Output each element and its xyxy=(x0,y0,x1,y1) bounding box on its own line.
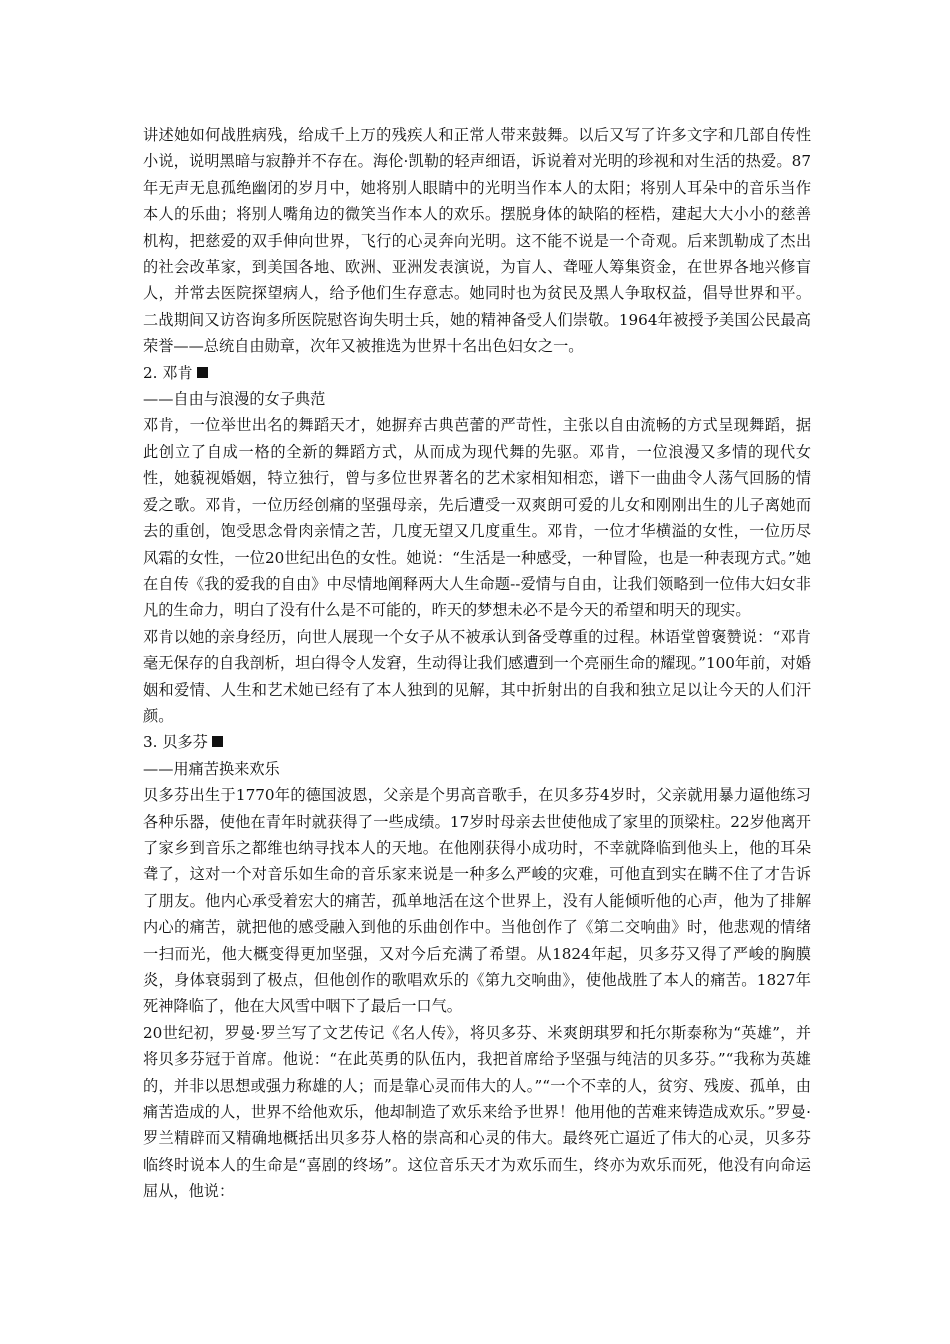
duncan-paragraph-2: 邓肯以她的亲身经历，向世人展现一个女子从不被承认到备受尊重的过程。林语堂曾褒赞说：“邓肯毫无保存的自我剖析，坦白得令人发窘，生动得让我们感遭到一个亮丽生命的耀现。”100年前，对婚姻和爱情、人生和艺术她已经有了本人独到的见解，其中折射出的自我和独立足以让今天的人们汗颜。 xyxy=(143,627,811,725)
black-square-icon xyxy=(212,736,223,747)
section-heading-text: 3. 贝多芬 xyxy=(143,733,208,752)
beethoven-paragraph-1: 贝多芬出生于1770年的德国波恩，父亲是个男高音歌手，在贝多芬4岁时，父亲就用暴力逼他练习各种乐器，使他在青年时就获得了一些成绩。17岁时母亲去世使他成了家里的顶梁柱。22岁他离开了家乡到音乐之都维也纳寻找本人的天地。在他刚获得小成功时，不幸就降临到他头上，他的耳朵聋了，这对一个对音乐如生命的音乐家来说是一种多么严峻的灾难，可他直到实在瞒不住了才告诉了朋友。他内心承受着宏大的痛苦，孤单地活在这个世界上，没有人能倾听他的心声，他为了排解内心的痛苦，就把他的感受融入到他的乐曲创作中。当他创作了《第二交响曲》时，他悲观的情绪一扫而光，他大概变得更加坚强，又对今后充满了希望。从1824年起，贝多芬又得了严峻的胸膜炎，身体衰弱到了极点，但他创作的歌唱欢乐的《第九交响曲》，使他战胜了本人的痛苦。1827年死神降临了，他在大风雪中咽下了最后一口气。 xyxy=(143,786,811,1016)
section-subtitle-beethoven: ——用痛苦换来欢乐 xyxy=(143,759,280,778)
section-heading-beethoven xyxy=(143,729,811,755)
section-heading-duncan xyxy=(143,360,811,386)
black-square-icon xyxy=(197,367,208,378)
beethoven-paragraph-2: 20世纪初，罗曼·罗兰写了文艺传记《名人传》，将贝多芬、米爽朗琪罗和托尔斯泰称为“英雄”，并将贝多芬冠于首席。他说：“在此英勇的队伍内，我把首席给予坚强与纯洁的贝多芬。”“我称为英雄的，并非以思想或强力称雄的人；而是靠心灵而伟大的人。”“一个不幸的人，贫穷、残废、孤单，由痛苦造成的人，世界不给他欢乐，他却制造了欢乐来给予世界！他用他的苦难来铸造成欢乐。”罗曼·罗兰精辟而又精确地概括出贝多芬人格的崇高和心灵的伟大。最终死亡逼近了伟大的心灵，贝多芬临终时说本人的生命是“喜剧的终场”。这位音乐天才为欢乐而生，终亦为欢乐而死，他没有向命运屈从，他说： xyxy=(143,1023,811,1201)
keller-paragraph: 讲述她如何战胜病残，给成千上万的残疾人和正常人带来鼓舞。以后又写了许多文字和几部自传性小说，说明黑暗与寂静并不存在。海伦·凯勒的轻声细语，诉说着对光明的珍视和对生活的热爱。87年无声无息孤绝幽闭的岁月中，她将别人眼睛中的光明当作本人的太阳；将别人耳朵中的音乐当作本人的乐曲；将别人嘴角边的微笑当作本人的欢乐。摆脱身体的缺陷的桎梏，建起大大小小的慈善机构，把慈爱的双手伸向世界，飞行的心灵奔向光明。这不能不说是一个奇观。后来凯勒成了杰出的社会改革家，到美国各地、欧洲、亚洲发表演说，为盲人、聋哑人筹集资金，在世界各地兴修盲人，并常去医院探望病人，给予他们生存意志。她同时也为贫民及黑人争取权益，倡导世界和平。二战期间又访咨询多所医院慰咨询失明士兵，她的精神备受人们崇敬。1964年被授予美国公民最高荣誉——总统自由勋章，次年又被推选为世界十名出色妇女之一。 xyxy=(143,126,811,356)
duncan-paragraph-1: 邓肯，一位举世出名的舞蹈天才，她摒弃古典芭蕾的严苛性，主张以自由流畅的方式呈现舞蹈，据此创立了自成一格的全新的舞蹈方式，从而成为现代舞的先驱。邓肯，一位浪漫又多情的现代女性，她藐视婚姻，特立独行，曾与多位世界著名的艺术家相知相恋，谱下一曲曲令人荡气回肠的情爱之歌。邓肯，一位历经创痛的坚强母亲，先后遭受一双爽朗可爱的儿女和刚刚出生的儿子离她而去的重创，饱受思念骨肉亲情之苦，几度无望又几度重生。邓肯，一位才华横溢的女性，一位历尽风霜的女性，一位20世纪出色的女性。她说：“生活是一种感受，一种冒险，也是一种表现方式。”她在自传《我的爱我的自由》中尽情地阐释两大人生命题--爱情与自由，让我们领略到一位伟大妇女非凡的生命力，明白了没有什么是不可能的，昨天的梦想未必不是今天的希望和明天的现实。 xyxy=(143,416,811,620)
document-page xyxy=(143,122,811,1205)
section-subtitle-duncan: ——自由与浪漫的女子典范 xyxy=(143,390,326,409)
section-heading-text: 2. 邓肯 xyxy=(143,363,193,382)
